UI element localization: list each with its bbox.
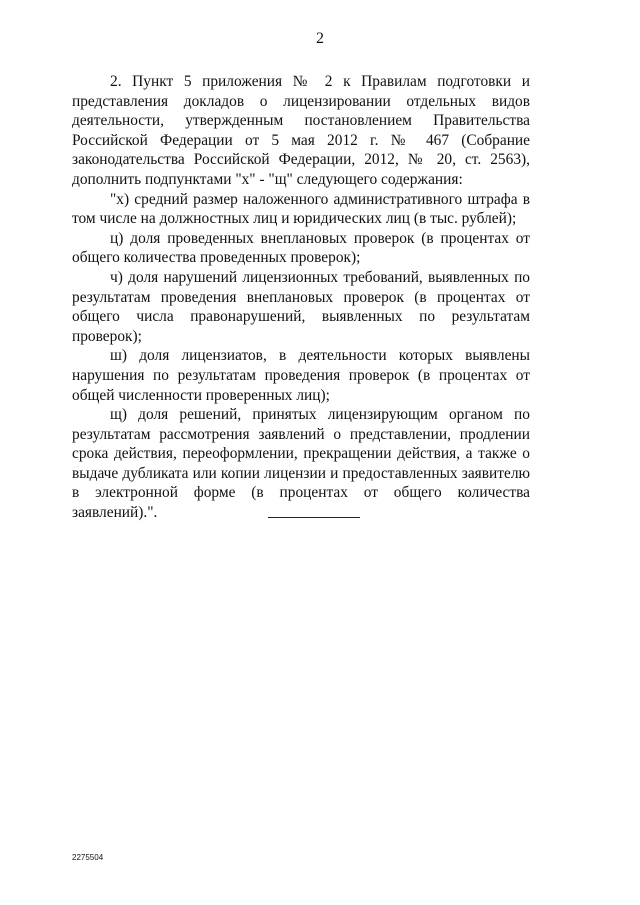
document-code: 2275504 (72, 853, 104, 862)
end-separator-line (268, 517, 360, 518)
subitem-kh: "х) средний размер наложенного административного штрафа в том числе на должностных лиц и юридических лиц (в тыс. рублей); (72, 190, 530, 228)
paragraph-item-2: 2. Пункт 5 приложения № 2 к Правилам подготовки и представления докладов о лицензировании отдельных видов деятельности, утвержденным постановлением Правительства Российской Федерации от 5 мая 2012 г. № 467 (Собрание законодательства Российской Федерации, 2012, № 20, ст. 2563), дополнить подпунктами "х" - "щ" следующего содержания: (72, 73, 530, 188)
document-body (72, 72, 530, 523)
subitem-shch: щ) доля решений, принятых лицензирующим органом по результатам рассмотрения заявлений о представлении, продлении срока действия, переоформлении, прекращении действия, а также о выдаче дубликата или копии лицензии и предоставленных заявителю в электронной форме (в процентах от общего количества заявлений).". (72, 406, 530, 522)
subitem-ts: ц) доля проведенных внеплановых проверок (в процентах от общего количества проведенных проверок); (72, 229, 530, 267)
page-number: 2 (316, 30, 324, 47)
subitem-ch: ч) доля нарушений лицензионных требований, выявленных по результатам проведения внеплановых проверок (в процентах от общего числа правонарушений, выявленных по результатам проверок); (72, 268, 530, 345)
subitem-sh: ш) доля лицензиатов, в деятельности которых выявлены нарушения по результатам проведения проверок (в процентах от общей численности проверенных лиц); (72, 347, 530, 404)
